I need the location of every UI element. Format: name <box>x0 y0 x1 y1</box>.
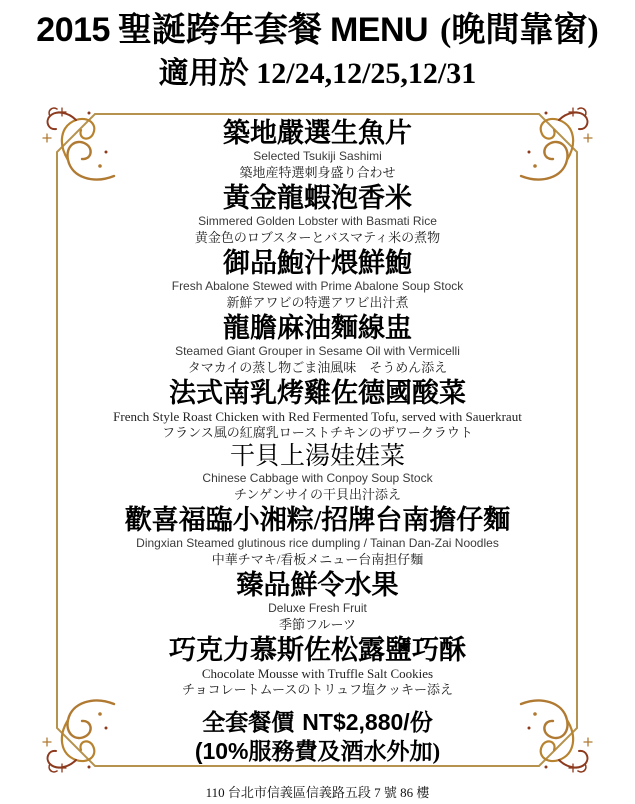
course-name-zh: 御品鮑汁煨鮮鮑 <box>223 248 412 278</box>
course-name-en: Selected Tsukiji Sashimi <box>253 149 382 163</box>
title-year: 2015 <box>36 11 110 49</box>
course-name-en: Deluxe Fresh Fruit <box>268 601 367 615</box>
course-name-zh: 築地嚴選生魚片 <box>223 118 412 148</box>
restaurant-address: 110 台北市信義區信義路五段 7 號 86 樓 <box>205 785 430 800</box>
note-text: 服務費及酒水外加) <box>248 739 441 764</box>
course-name-en: French Style Roast Chicken with Red Fermented Tofu, served with Sauerkraut <box>113 409 522 424</box>
menu-header <box>0 0 635 90</box>
course-name-zh: 法式南乳烤雞佐德國酸菜 <box>169 378 466 408</box>
title-zh: 聖誕跨年套餐 <box>117 12 322 49</box>
course-item <box>57 313 578 376</box>
course-item <box>57 443 578 503</box>
course-name-jp: 中華チマキ/看板メニュー台南担仔麵 <box>211 552 424 567</box>
course-item <box>57 505 578 568</box>
price-line <box>57 708 578 737</box>
title-menu-word: MENU <box>329 11 429 49</box>
price-section <box>57 708 578 766</box>
course-item <box>57 248 578 311</box>
course-name-jp: チョコレートムースのトリュフ塩クッキー添え <box>182 682 453 697</box>
course-name-jp: チンゲンサイの干貝出汁添え <box>234 487 401 502</box>
course-name-en: Simmered Golden Lobster with Basmati Rice <box>198 214 437 228</box>
course-name-zh: 巧克力慕斯佐松露鹽巧酥 <box>169 635 466 665</box>
course-name-zh: 歡喜福臨小湘粽/招牌台南擔仔麵 <box>124 505 511 535</box>
course-name-en: Fresh Abalone Stewed with Prime Abalone Soup Stock <box>171 279 464 293</box>
course-item <box>57 570 578 633</box>
course-item <box>57 118 578 181</box>
course-name-jp: 季節フルーツ <box>279 617 356 632</box>
title-seating-note: (晚間靠窗) <box>440 12 599 49</box>
note-prefix: (10% <box>194 738 249 764</box>
course-name-jp: 黄金色のロブスターとバスマティ米の煮物 <box>194 230 441 245</box>
course-name-zh: 黃金龍蝦泡香米 <box>223 183 412 213</box>
course-name-zh: 龍膽麻油麵線盅 <box>223 313 412 343</box>
price-amount: NT$2,880/ <box>302 709 410 735</box>
course-name-jp: 新鮮アワビの特選アワビ出汁煮 <box>226 295 409 310</box>
course-name-en: Dingxian Steamed glutinous rice dumpling / Tainan Dan-Zai Noodles <box>136 536 499 550</box>
price-unit: 份 <box>409 710 433 735</box>
service-charge-note <box>57 737 578 766</box>
page-title <box>0 12 635 49</box>
price-label: 全套餐價 <box>202 710 295 735</box>
course-name-zh: 干貝上湯娃娃菜 <box>229 443 405 470</box>
course-name-jp: フランス風の紅腐乳ローストチキンのザワークラウト <box>162 425 473 440</box>
course-item <box>57 183 578 246</box>
course-item <box>57 378 578 441</box>
course-name-jp: 築地産特選刺身盛り合わせ <box>239 165 396 180</box>
course-name-en: Steamed Giant Grouper in Sesame Oil with Vermicelli <box>175 344 460 358</box>
course-item <box>57 635 578 698</box>
course-name-jp: タマカイの蒸し物ごま油風味 そうめん添え <box>187 360 448 375</box>
course-name-zh: 臻品鮮令水果 <box>236 570 399 600</box>
course-list <box>57 118 578 766</box>
course-name-en: Chocolate Mousse with Truffle Salt Cookies <box>201 666 434 681</box>
course-name-en: Chinese Cabbage with Conpoy Soup Stock <box>202 471 433 485</box>
valid-dates: 適用於 12/24,12/25,12/31 <box>158 57 477 91</box>
